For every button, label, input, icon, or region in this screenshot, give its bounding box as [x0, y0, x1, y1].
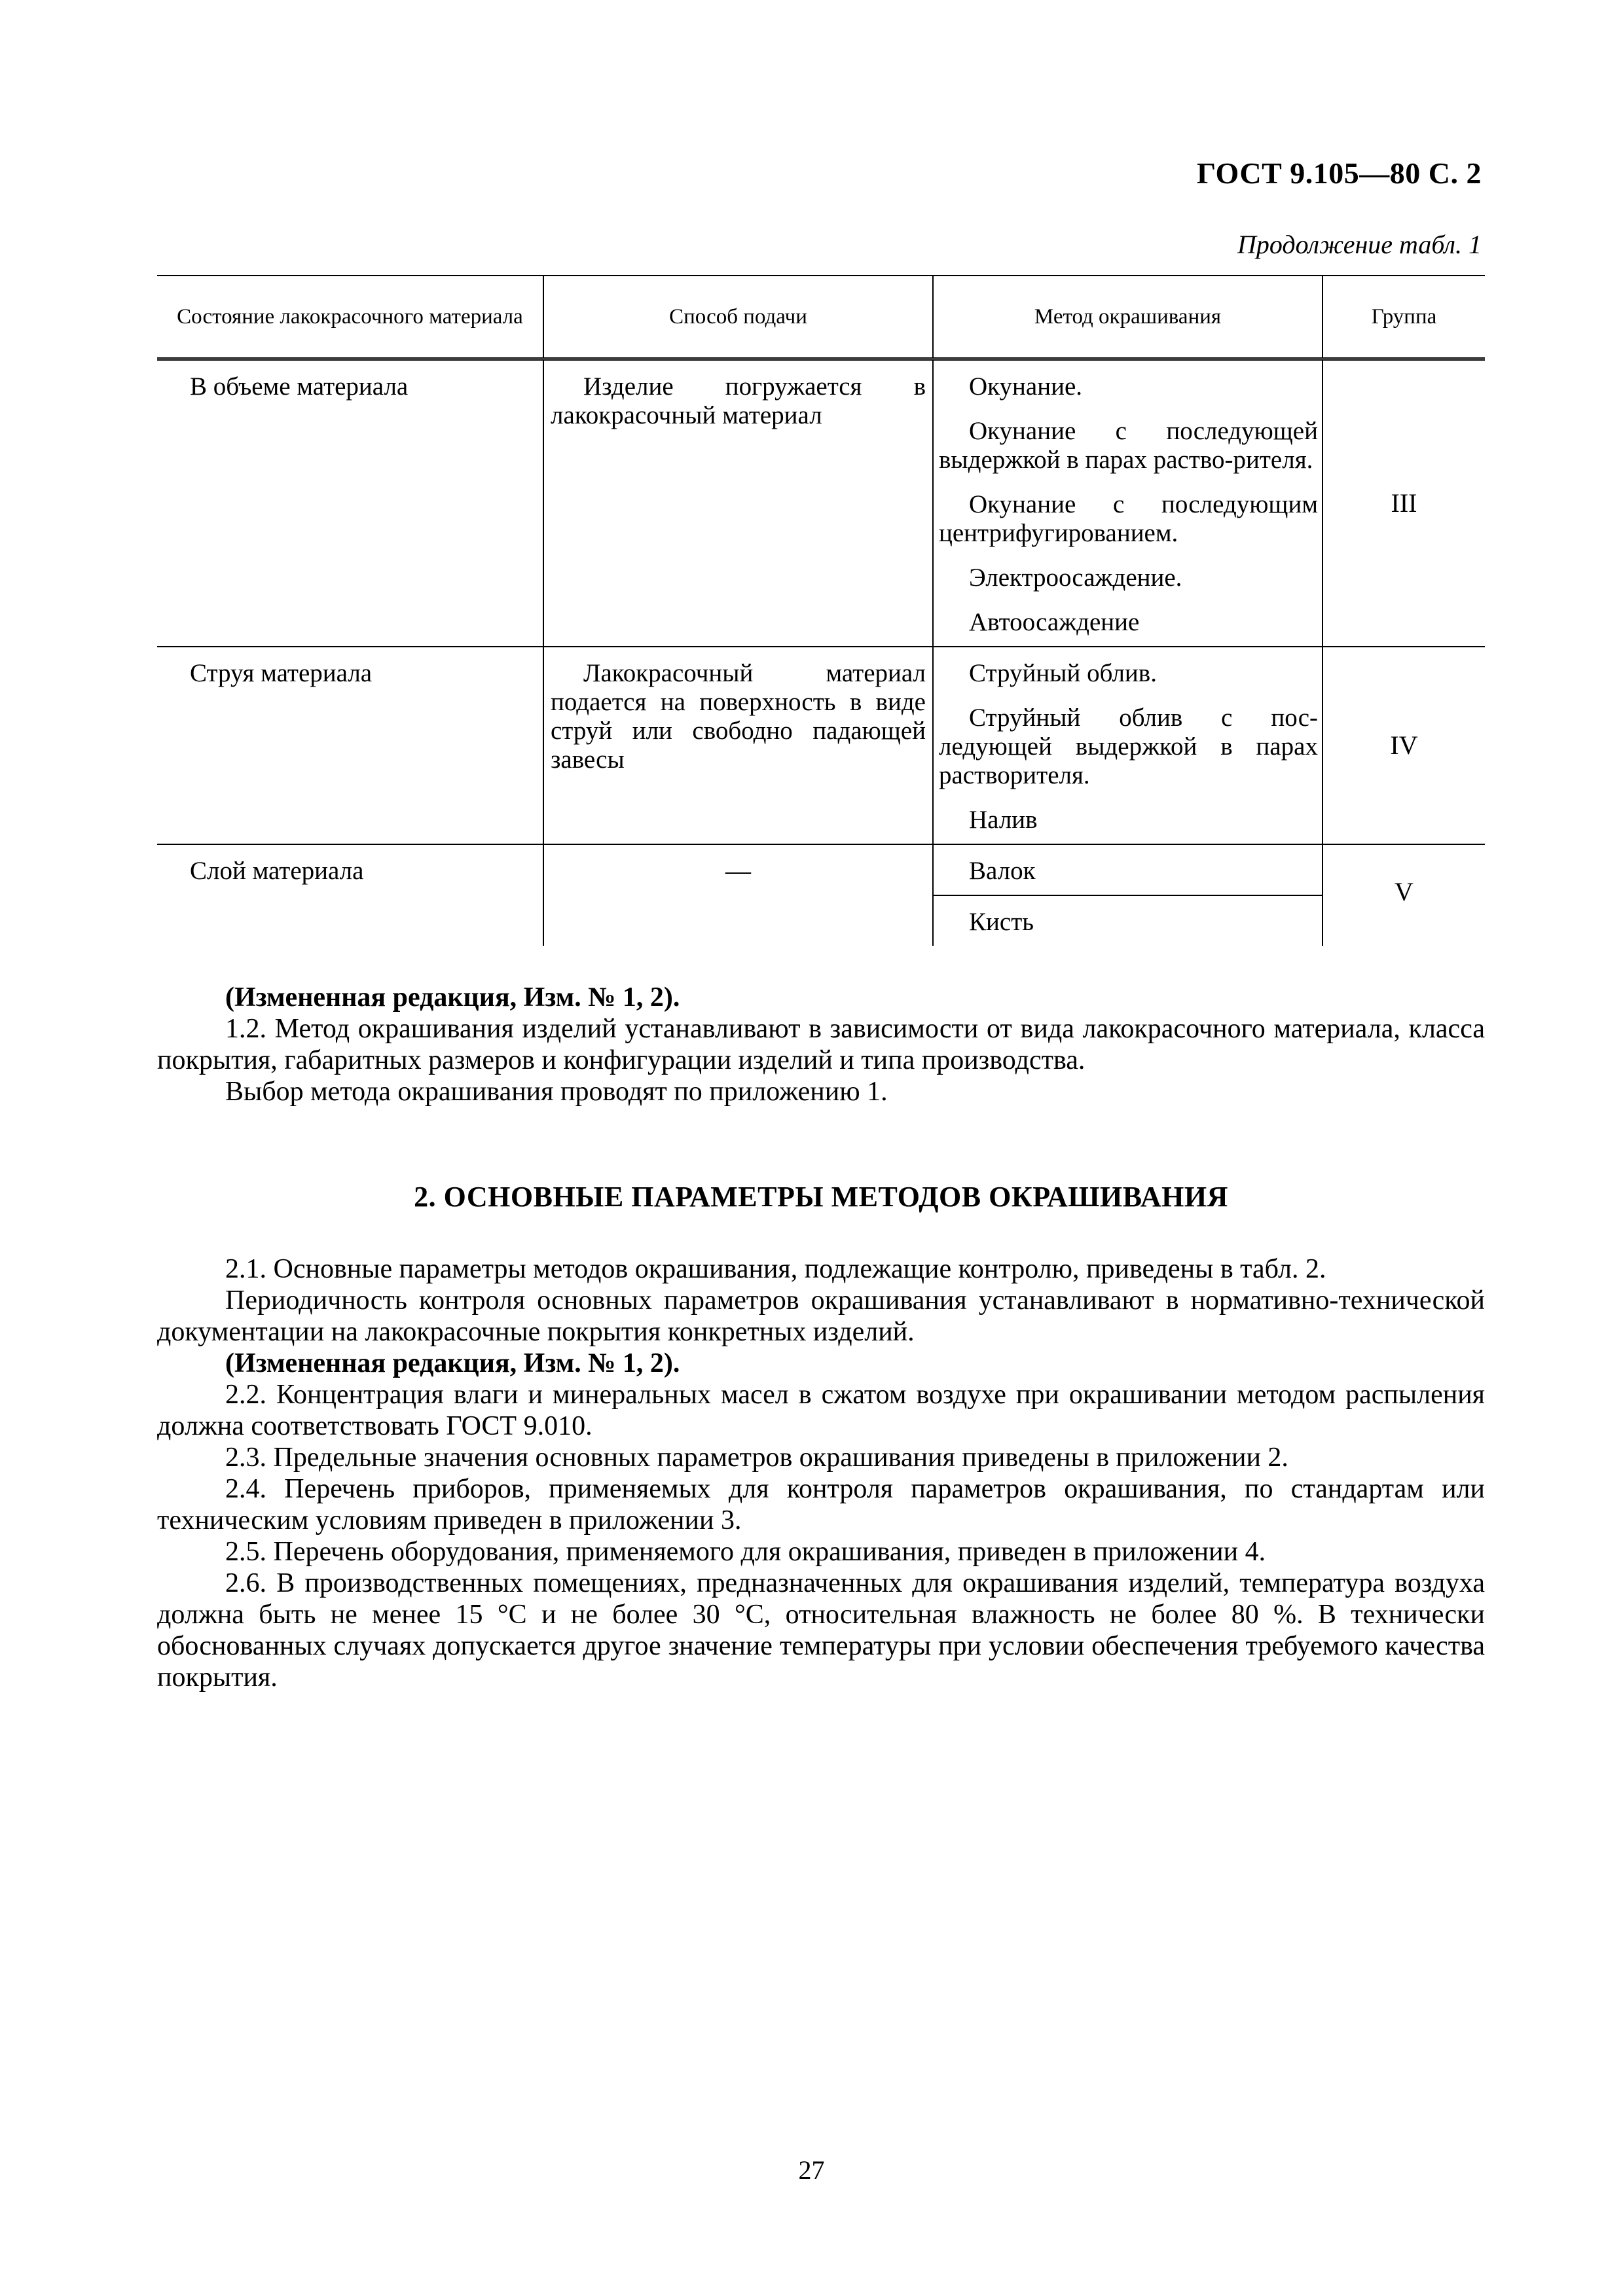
methods-table — [157, 275, 1485, 946]
amendment-note: (Измененная редакция, Изм. № 1, 2). — [225, 1348, 680, 1378]
paragraph-2-2: 2.2. Концентрация влаги и минеральных масел в сжатом воздухе при окрашивании методом распыления должна соответствовать ГОСТ 9.010. — [157, 1380, 1485, 1441]
method-item: Окунание с последующей выдержкой в парах раство-рителя. — [939, 417, 1318, 474]
section-title: 2. ОСНОВНЫЕ ПАРАМЕТРЫ МЕТОДОВ ОКРАШИВАНИЯ — [414, 1181, 1228, 1213]
document-header: ГОСТ 9.105—80 С. 2 — [1196, 156, 1482, 190]
text-block-2 — [157, 1253, 1485, 1693]
method-item: Кисть — [969, 908, 1034, 936]
paragraph-2-1-b: Периодичность контроля основных параметров окрашивания устанавливают в нормативно-технической документации на лакокрасочные покрытия конкретных изделий. — [157, 1285, 1485, 1347]
column-header-state: Состояние лакокрасочного материала — [157, 276, 543, 359]
text-block-1 — [157, 982, 1485, 1107]
paragraph-1-2-b: Выбор метода окрашивания проводят по приложению 1. — [225, 1077, 888, 1107]
cell-group: III — [1322, 359, 1485, 647]
table-row — [157, 844, 1485, 946]
paragraph-2-3: 2.3. Предельные значения основных параметров окрашивания приведены в приложении 2. — [225, 1443, 1288, 1473]
cell-group: V — [1322, 844, 1485, 946]
table-row — [157, 647, 1485, 844]
cell-state: Слой материала — [190, 857, 364, 885]
section-2 — [157, 1181, 1485, 1213]
method-item: Окунание с последующим центрифугированием. — [939, 490, 1318, 547]
paragraph-1-2: 1.2. Метод окрашивания изделий устанавливают в зависимости от вида лакокрасочного материала, класса покрытия, габаритных размеров и конфигурации изделий и типа производства. — [157, 1014, 1485, 1075]
cell-supply: — — [543, 844, 933, 946]
cell-group: IV — [1322, 647, 1485, 844]
cell-state: В объеме материала — [157, 359, 543, 647]
column-header-group: Группа — [1322, 276, 1485, 359]
cell-supply: Изделие погружается в лакокрасочный материал — [543, 359, 933, 647]
amendment-note: (Измененная редакция, Изм. № 1, 2). — [225, 982, 680, 1013]
table-header-row — [157, 276, 1485, 359]
column-header-supply: Способ подачи — [543, 276, 933, 359]
paragraph-2-5: 2.5. Перечень оборудования, применяемого для окрашивания, приведен в приложении 4. — [225, 1537, 1266, 1567]
method-item: Автоосаждение — [969, 608, 1140, 636]
paragraph-2-1: 2.1. Основные параметры методов окрашивания, подлежащие контролю, приведены в табл. 2. — [225, 1254, 1326, 1284]
cell-methods — [933, 844, 1322, 946]
method-item: Налив — [969, 806, 1038, 834]
table-row — [157, 359, 1485, 647]
paragraph-2-4: 2.4. Перечень приборов, применяемых для контроля параметров окрашивания, по стандартам или техническим условиям приведен в приложении 3. — [157, 1474, 1485, 1535]
cell-supply: Лакокрасочный материал подается на поверхность в виде струй или свободно падающей завесы — [543, 647, 933, 844]
method-item: Окунание. — [969, 372, 1083, 401]
page-number: 27 — [798, 2155, 825, 2185]
column-header-method: Метод окрашивания — [933, 276, 1322, 359]
table-continuation-label: Продолжение табл. 1 — [1237, 230, 1482, 259]
cell-state: Струя материала — [157, 647, 543, 844]
method-item: Струйный облив с пос-ледующей выдержкой в парах растворителя. — [939, 704, 1318, 789]
method-item: Электроосаждение. — [969, 564, 1182, 592]
method-item: Валок — [969, 857, 1036, 885]
cell-methods — [933, 359, 1322, 647]
paragraph-2-6: 2.6. В производственных помещениях, предназначенных для окрашивания изделий, температура воздуха должна быть не менее 15 °С и не более 30 °С, относительная влажность не более 80 %. В технически обоснованных случаях допускается другое значение температуры при условии обеспечения требуемого качества покрытия. — [157, 1568, 1485, 1693]
cell-methods — [933, 647, 1322, 844]
method-item: Струйный облив. — [969, 659, 1157, 687]
